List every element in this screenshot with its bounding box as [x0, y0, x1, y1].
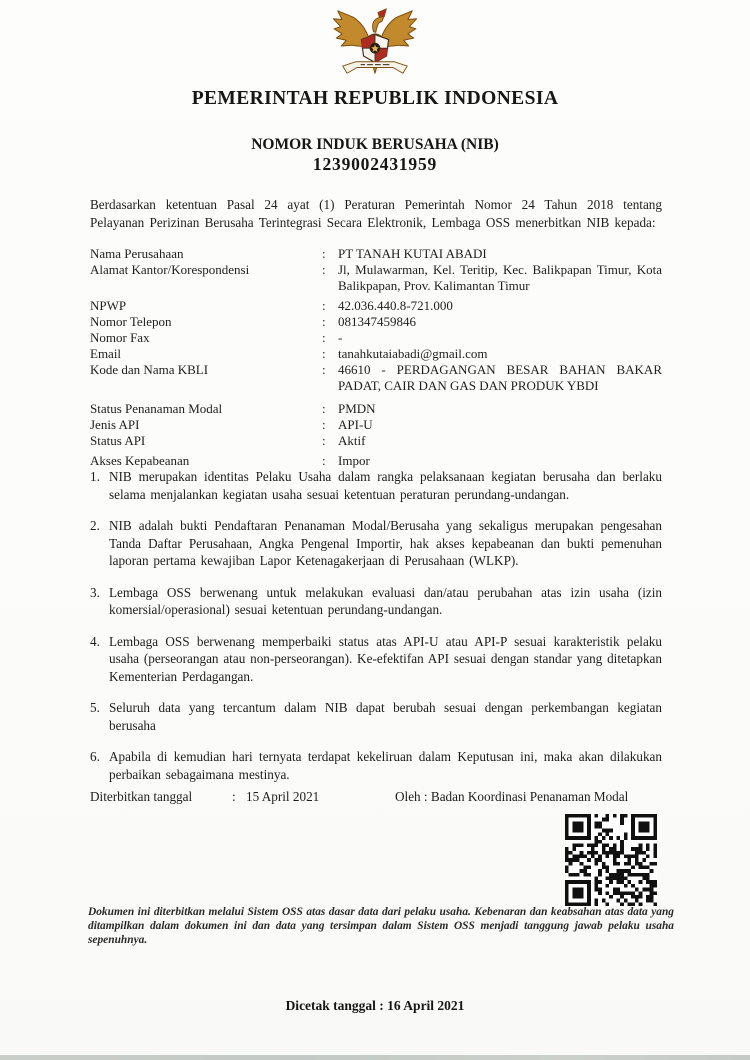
scan-edge-artifact — [0, 1055, 750, 1060]
field-row-fax — [90, 330, 662, 346]
field-label: Status API — [90, 433, 146, 448]
field-value: PMDN — [338, 401, 376, 416]
field-value: Jl, Mulawarman, Kel. Teritip, Kec. Balikpapan Timur, Kota Balikpapan, Prov. Kalimantan Timur — [338, 262, 662, 293]
field-label: Kode dan Nama KBLI — [90, 362, 209, 377]
note-number: 3. — [90, 584, 100, 600]
government-title: PEMERINTAH REPUBLIK INDONESIA — [191, 88, 559, 109]
field-colon: : — [322, 417, 326, 432]
intro-paragraph: Berdasarkan ketentuan Pasal 24 ayat (1) Peraturan Pemerintah Nomor 24 Tahun 2018 tentang Pelayanan Perizinan Berusaha Terintegrasi Secara Elektronik, Lembaga OSS menerbitkan NIB kepada: — [90, 197, 662, 230]
field-colon: : — [322, 401, 326, 416]
field-row-alamat — [90, 262, 662, 294]
note-number: 4. — [90, 633, 100, 649]
field-value: PT TANAH KUTAI ABADI — [338, 246, 487, 261]
note-item-1 — [90, 468, 662, 503]
issuance-row — [90, 788, 662, 805]
note-number: 5. — [90, 700, 100, 715]
issued-date-value: 15 April 2021 — [246, 789, 320, 804]
note-item-3 — [90, 584, 662, 619]
note-text: Apabila di kemudian hari ternyata terdapat kekeliruan dalam Keputusan ini, maka akan dilakukan perbaikan sebagaimana mestinya. — [109, 749, 662, 782]
field-colon: : — [322, 298, 326, 313]
note-text: Seluruh data yang tercantum dalam NIB dapat berubah sesuai dengan perkembangan kegiatan berusaha — [109, 700, 662, 733]
notes-list — [90, 468, 662, 797]
field-row-status-modal — [90, 401, 662, 417]
field-label: Status Penanaman Modal — [90, 401, 223, 416]
field-row-kbli — [90, 362, 662, 394]
field-label: NPWP — [90, 298, 127, 313]
note-number: 2. — [90, 518, 100, 533]
field-row-status-api — [90, 433, 662, 449]
field-row-kepabeanan — [90, 453, 662, 469]
field-label: Alamat Kantor/Korespondensi — [90, 262, 250, 277]
field-value: - — [338, 330, 343, 345]
note-item-6 — [90, 748, 662, 783]
field-colon: : — [322, 246, 326, 261]
field-value: 46610 - PERDAGANGAN BESAR BAHAN BAKAR PADAT, CAIR DAN GAS DAN PRODUK YBDI — [338, 362, 662, 393]
field-label: Akses Kepabeanan — [90, 453, 190, 468]
note-text: NIB adalah bukti Pendaftaran Penanaman Modal/Berusaha yang sekaligus merupakan pengesahan Tanda Daftar Perusahaan, Angka Pengenal Importir, hak akses kepabeanan dan bukti pemenuhan laporan pertama kewajiban Lapor Ketenagakerjaan di Perusahaan (WLKP). — [109, 518, 662, 568]
field-colon: : — [322, 453, 326, 468]
field-colon: : — [322, 433, 326, 448]
field-colon: : — [322, 330, 326, 345]
field-colon: : — [322, 314, 326, 329]
field-label: Nama Perusahaan — [90, 246, 184, 261]
field-row-jenis-api — [90, 417, 662, 433]
disclaimer-text: Dokumen ini diterbitkan melalui Sistem OSS atas dasar data dari pelaku usaha. Kebenaran dan keabsahan atas data yang ditampilkan dalam dokumen ini dan data yang tersimpan dalam Sistem OSS menjadi tanggung jawab pelaku usaha sepenuhnya. — [88, 906, 674, 946]
printed-date: Dicetak tanggal : 16 April 2021 — [285, 998, 465, 1013]
field-value: Impor — [338, 453, 370, 468]
note-text: Lembaga OSS berwenang untuk melakukan evaluasi dan/atau perubahan atas izin usaha (izin komersial/operasional) sesuai ketentuan perundang-undangan. — [109, 584, 662, 617]
field-colon: : — [322, 362, 326, 377]
issued-date-colon: : — [232, 789, 236, 804]
note-text: NIB merupakan identitas Pelaku Usaha dalam rangka pelaksanaan kegiatan berusaha dan berlaku selama menjalankan kegiatan usaha sesuai ketentuan peraturan perundang-undangan. — [109, 469, 662, 502]
field-value: Aktif — [338, 433, 366, 448]
document-title: NOMOR INDUK BERUSAHA (NIB) — [251, 136, 499, 153]
note-number: 6. — [90, 749, 100, 764]
field-label: Nomor Telepon — [90, 314, 172, 329]
note-item-5 — [90, 699, 662, 734]
garuda-pancasila-emblem-icon — [332, 3, 418, 85]
issued-by: Oleh : Badan Koordinasi Penanaman Modal — [395, 789, 629, 804]
note-item-4 — [90, 633, 662, 686]
note-text: Lembaga OSS berwenang memperbaiki status atas API-U atau API-P sesuai karakteristik pelaku usaha (perseorangan atau non-perseorangan). Ke-efektifan API sesuai dengan standar yang ditetapkan Kementerian Perdagangan. — [109, 633, 662, 684]
field-value: tanahkutaiabadi@gmail.com — [338, 346, 488, 361]
field-row-nama-perusahaan — [90, 246, 662, 262]
field-label: Jenis API — [90, 417, 140, 432]
note-item-2 — [90, 517, 662, 570]
field-row-npwp — [90, 298, 662, 314]
field-row-email — [90, 346, 662, 362]
field-label: Nomor Fax — [90, 330, 150, 345]
field-value: 081347459846 — [338, 314, 416, 329]
field-value: API-U — [338, 417, 373, 432]
nib-number: 1239002431959 — [312, 154, 438, 174]
issued-date-label: Diterbitkan tanggal — [90, 789, 193, 804]
note-number: 1. — [90, 469, 100, 484]
field-label: Email — [90, 346, 122, 361]
field-row-telepon — [90, 314, 662, 330]
field-colon: : — [322, 262, 326, 277]
field-value: 42.036.440.8-721.000 — [338, 298, 453, 313]
qr-code — [565, 814, 657, 906]
field-colon: : — [322, 346, 326, 361]
company-fields — [90, 246, 662, 469]
